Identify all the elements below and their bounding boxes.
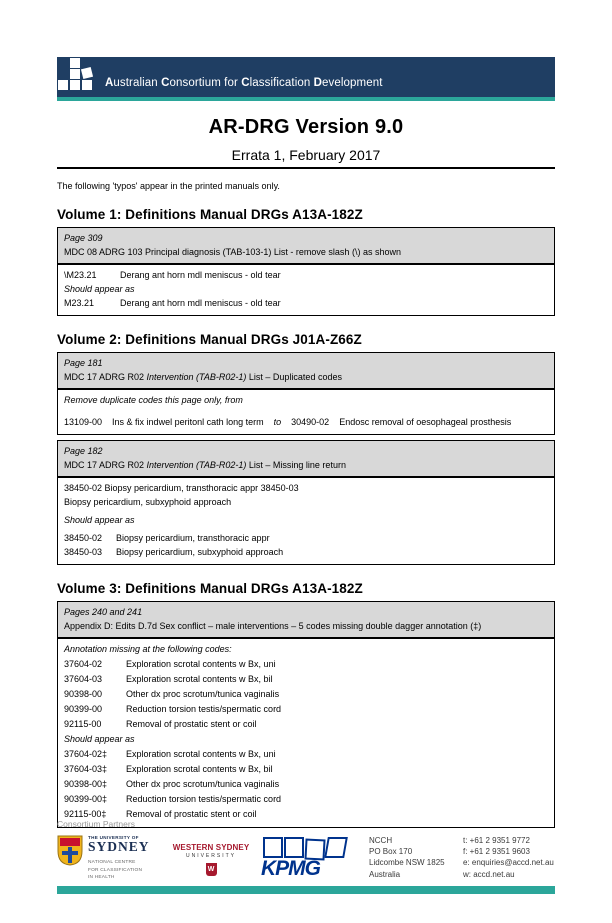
document-page <box>0 57 612 881</box>
table-row <box>64 762 548 777</box>
logo-square <box>70 58 80 68</box>
partner-logos-row <box>57 835 555 881</box>
desc-cell: Endosc removal of oesophageal prosthesis <box>339 417 512 427</box>
banner-teal-rule <box>57 97 555 101</box>
table-row <box>64 672 548 687</box>
table-row <box>64 687 548 702</box>
should-appear-as-label: Should appear as <box>64 284 135 294</box>
page-title: AR-DRG Version 9.0 <box>208 116 404 138</box>
desc-cell: Derang ant horn mdl meniscus - old tear <box>120 298 281 308</box>
erratum-description: Appendix D: Edits D.7d Sex conflict – male interventions – 5 codes missing double dagger annotation (‡) <box>64 621 482 631</box>
desc-cell: Exploration scrotal contents w Bx, bil <box>126 674 273 684</box>
code-cell: M23.21 <box>64 298 95 308</box>
email-line: e: enquiries@accd.net.au <box>463 858 554 868</box>
page-subtitle: Errata 1, February 2017 <box>231 147 381 163</box>
vol2-table2-body <box>58 478 554 564</box>
code-cell: 92115-00‡ <box>64 809 107 819</box>
desc-cell: Exploration scrotal contents w Bx, uni <box>126 749 276 759</box>
accd-squares-icon <box>58 58 94 94</box>
address-line: PO Box 170 <box>369 847 413 857</box>
vol2-table-page181 <box>57 352 555 435</box>
address-line: Lidcombe NSW 1825 <box>369 858 445 868</box>
table-row <box>64 777 548 792</box>
table-row <box>64 657 548 672</box>
code-cell: 90399-00‡ <box>64 794 108 804</box>
wsu-shield-icon: W <box>206 863 217 876</box>
should-appear-as-label: Should appear as <box>64 734 135 744</box>
vol3-table-body <box>58 639 554 827</box>
wsu-name: WESTERN SYDNEY <box>172 843 250 852</box>
code-cell: 37604-03‡ <box>64 764 108 774</box>
desc-cell: Exploration scrotal contents w Bx, bil <box>126 764 273 774</box>
vol2-table2-header <box>58 441 554 478</box>
org-initial: C <box>241 77 250 89</box>
desc-cell: Ins & fix indwel peritonl cath long term <box>112 417 264 427</box>
should-appear-as-label: Should appear as <box>64 515 135 525</box>
vol1-table-body <box>58 265 554 315</box>
logo-square-tilted <box>81 67 93 79</box>
wrong-text-line: Biopsy pericardium, subxyphoid approach <box>64 497 232 507</box>
kpmg-logo <box>261 835 347 881</box>
code-cell: \M23.21 <box>64 270 97 280</box>
desc-cell: Derang ant horn mdl meniscus - old tear <box>120 270 281 280</box>
vol1-heading: Volume 1: Definitions Manual DRGs A13A-182Z <box>57 207 363 222</box>
instruction-text: Remove duplicate codes this page only, from <box>64 395 243 405</box>
phone-line: t: +61 2 9351 9772 <box>463 836 530 845</box>
erratum-description: MDC 17 ADRG R02 Intervention (TAB-R02-1) List – Duplicated codes <box>64 372 342 382</box>
sydney-name: SYDNEY <box>88 839 150 854</box>
vol1-table <box>57 227 555 316</box>
footer-teal-rule <box>57 886 555 894</box>
kpmg-square-icon <box>284 837 304 858</box>
org-initial: C <box>161 77 170 89</box>
table-row <box>64 545 548 559</box>
contact-details <box>463 835 554 880</box>
desc-cell: Exploration scrotal contents w Bx, uni <box>126 659 276 669</box>
western-sydney-university-logo <box>171 835 251 876</box>
consortium-partners-label: Consortium Partners <box>57 819 135 829</box>
page-ref: Page 182 <box>64 446 103 456</box>
desc-cell: Reduction torsion testis/spermatic cord <box>126 704 282 714</box>
intro-text: The following 'typos' appear in the printed manuals only. <box>57 181 280 191</box>
vol2-heading: Volume 2: Definitions Manual DRGs J01A-Z66Z <box>57 332 362 347</box>
code-cell: 90398-00‡ <box>64 779 108 789</box>
code-cell: 37604-02‡ <box>64 749 108 759</box>
footer <box>57 819 555 894</box>
website-line: w: accd.net.au <box>463 869 515 879</box>
code-cell: 37604-02 <box>64 659 103 669</box>
vol3-table <box>57 601 555 828</box>
code-cell: 38450-02 <box>64 533 103 543</box>
vol2-table-page182 <box>57 440 555 565</box>
table-row <box>64 415 548 429</box>
fax-line: f: +61 2 9351 9603 <box>463 847 530 857</box>
sydney-text-block <box>88 835 150 881</box>
erratum-description: MDC 08 ADRG 103 Principal diagnosis (TAB-103-1) List - remove slash (\) as shown <box>64 247 401 257</box>
logo-square <box>70 80 80 90</box>
vol2-table1-header <box>58 353 554 390</box>
desc-cell: Reduction torsion testis/spermatic cord <box>126 794 282 804</box>
table-row <box>64 531 548 545</box>
ncch-centre-name: NATIONAL CENTRE FOR CLASSIFICATION IN HEALTH <box>88 860 143 881</box>
table-row <box>64 268 548 282</box>
page-ref: Page 309 <box>64 233 103 243</box>
kpmg-square-icon <box>263 837 283 858</box>
desc-cell: Biopsy pericardium, subxyphoid approach <box>116 547 284 557</box>
page-ref: Page 181 <box>64 358 103 368</box>
erratum-description: MDC 17 ADRG R02 Intervention (TAB-R02-1) List – Missing line return <box>64 460 346 470</box>
subtitle-rule <box>57 167 555 169</box>
code-cell: 38450-03 <box>64 547 103 557</box>
org-name: Australian Consortium for Classification Development <box>105 77 383 89</box>
desc-cell: Biopsy pericardium, transthoracic appr <box>116 533 270 543</box>
desc-cell: Other dx proc scrotum/tunica vaginalis <box>126 779 280 789</box>
vol3-heading: Volume 3: Definitions Manual DRGs A13A-182Z <box>57 581 363 596</box>
postal-address <box>369 835 461 880</box>
table-row <box>64 296 548 310</box>
vol1-table-header <box>58 228 554 265</box>
code-cell: 37604-03 <box>64 674 103 684</box>
desc-cell: Removal of prostatic stent or coil <box>126 809 257 819</box>
logo-square <box>82 80 92 90</box>
kpmg-wordmark: KPMG <box>261 857 320 880</box>
desc-cell: Removal of prostatic stent or coil <box>126 719 257 729</box>
code-cell: 90398-00 <box>64 689 103 699</box>
code-cell: 90399-00 <box>64 704 103 714</box>
sydney-crest-icon <box>57 835 83 866</box>
org-initial: A <box>105 77 114 89</box>
page-ref: Pages 240 and 241 <box>64 607 143 617</box>
vol3-table-header <box>58 602 554 639</box>
table-row <box>64 702 548 717</box>
table-row <box>64 747 548 762</box>
code-cell: 13109-00 <box>64 417 103 427</box>
kpmg-square-icon <box>324 837 348 858</box>
to-word: to <box>273 417 282 427</box>
wrong-text-line: 38450-02 Biopsy pericardium, transthoracic appr 38450-03 <box>64 483 299 493</box>
address-line: Australia <box>369 869 401 879</box>
table-row <box>64 717 548 732</box>
org-initial: D <box>313 77 323 89</box>
code-cell: 30490-02 <box>291 417 330 427</box>
address-line: NCCH <box>369 836 393 845</box>
code-cell: 92115-00 <box>64 719 102 729</box>
logo-square <box>58 80 68 90</box>
university-of-sydney-logo <box>57 835 169 881</box>
vol2-table1-body <box>58 390 554 434</box>
instruction-text: Annotation missing at the following codes: <box>64 644 232 654</box>
wsu-university-label: UNIVERSITY <box>185 853 236 859</box>
accd-banner <box>57 57 555 97</box>
table-row <box>64 792 548 807</box>
desc-cell: Other dx proc scrotum/tunica vaginalis <box>126 689 280 699</box>
logo-square <box>70 69 80 79</box>
sydney-university-of: THE UNIVERSITY OF <box>88 835 139 840</box>
